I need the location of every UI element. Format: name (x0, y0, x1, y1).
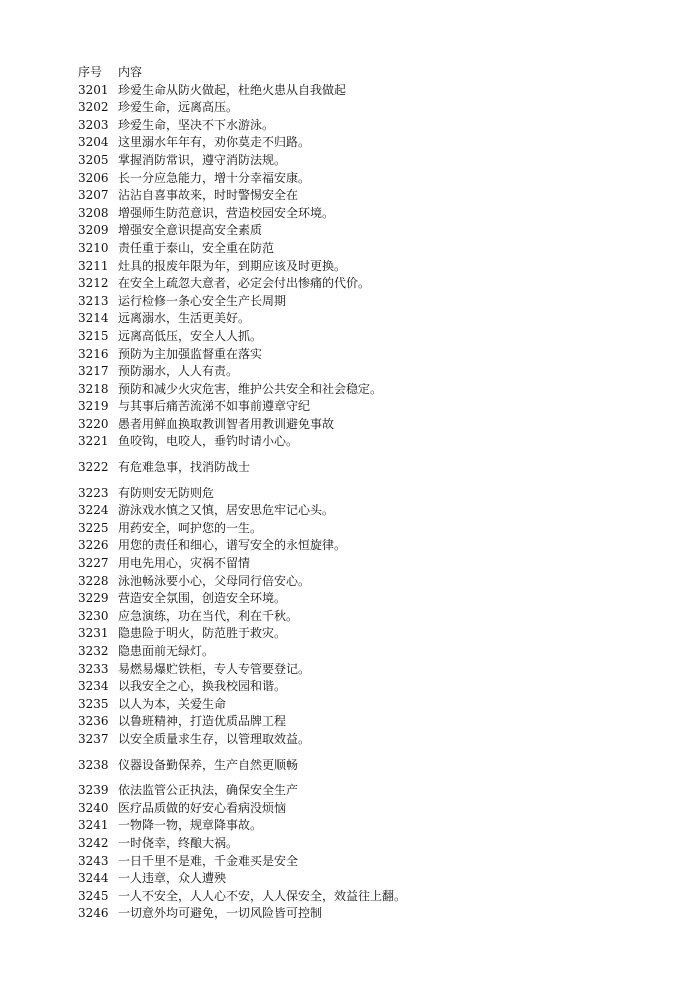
table-row (78, 625, 678, 643)
row-content: 一人违章，众人遭殃 (118, 871, 227, 886)
table-row (78, 713, 678, 731)
table-row (78, 381, 678, 399)
table-row (78, 573, 678, 591)
row-number: 3238 (78, 757, 109, 772)
row-number: 3219 (78, 399, 109, 414)
row-content: 有防则安无防则危 (118, 485, 215, 500)
row-content: 预防为主加强监督重在落实 (118, 346, 263, 361)
table-row (78, 590, 678, 608)
row-content: 沾沾自喜事故来，时时警惕安全在 (118, 188, 299, 203)
row-content: 责任重于泰山，安全重在防范 (118, 240, 275, 255)
row-content: 预防和减少火灾危害，维护公共安全和社会稳定。 (118, 381, 383, 396)
table-row (78, 555, 678, 573)
table-row (78, 258, 678, 276)
row-content: 隐患面前无绿灯。 (118, 644, 215, 658)
row-content: 用您的责任和细心，谱写安全的永恒旋律。 (118, 538, 347, 553)
row-content: 用电先用心，灾祸不留情 (118, 556, 251, 571)
row-number: 3208 (78, 205, 109, 220)
table-row (78, 187, 678, 205)
row-number: 3239 (78, 783, 109, 798)
row-number: 3228 (78, 573, 109, 588)
row-content: 长一分应急能力，增十分幸福安康。 (118, 170, 311, 185)
table-row (78, 608, 678, 626)
table-row (78, 485, 678, 503)
column-header-content: 内容 (118, 65, 143, 79)
row-content: 以我安全之心，换我校园和谐。 (118, 679, 287, 694)
table-header (78, 64, 678, 82)
row-content: 运行检修一条心安全生产长周期 (118, 293, 287, 308)
row-number: 3216 (78, 346, 109, 361)
row-number: 3205 (78, 152, 109, 167)
row-number: 3243 (78, 853, 109, 868)
table-row (78, 310, 678, 328)
row-number: 3246 (78, 906, 109, 921)
row-content: 愚者用鲜血换取教训智者用教训避免事故 (118, 416, 335, 431)
table-body (78, 82, 678, 923)
row-content: 增强师生防范意识，营造校园安全环境。 (118, 205, 335, 220)
table-row (78, 853, 678, 871)
table-row (78, 502, 678, 520)
row-number: 3222 (78, 460, 109, 475)
row-number: 3244 (78, 871, 109, 886)
row-content: 一时侥幸，终酿大祸。 (118, 835, 239, 850)
row-content: 珍爱生命，远离高压。 (118, 100, 239, 115)
table-row (78, 222, 678, 240)
row-content: 与其事后痛苦流涕不如事前遵章守纪 (118, 399, 311, 414)
row-number: 3232 (78, 644, 109, 658)
row-number: 3218 (78, 381, 109, 396)
row-content: 一日千里不是难，千金难买是安全 (118, 853, 299, 868)
row-number: 3240 (78, 800, 109, 815)
table-row (78, 328, 678, 346)
row-content: 营造安全氛围，创造安全环境。 (118, 591, 287, 606)
table-row (78, 905, 678, 923)
table-row (78, 835, 678, 853)
row-content: 预防溺水，人人有责。 (118, 364, 239, 379)
table-row (78, 152, 678, 170)
row-number: 3242 (78, 835, 109, 850)
table-row (78, 459, 678, 477)
table-row (78, 416, 678, 434)
row-number: 3241 (78, 818, 109, 833)
row-content: 游泳戏水慎之又慎，居安思危牢记心头。 (118, 503, 335, 518)
row-content: 仪器设备勤保养，生产自然更顺畅 (118, 757, 299, 772)
table-row (78, 117, 678, 135)
row-number: 3224 (78, 503, 109, 518)
row-content: 珍爱生命，坚决不下水游泳。 (118, 117, 275, 132)
row-content: 一人不安全，人人心不安，人人保安全，效益往上翻。 (118, 888, 407, 903)
row-number: 3202 (78, 100, 109, 115)
row-content: 泳池畅泳要小心，父母同行倍安心。 (118, 573, 311, 588)
row-content: 隐患险于明火，防范胜于救灾。 (118, 626, 287, 641)
row-content: 一物降一物，规章降事故。 (118, 818, 263, 833)
row-number: 3245 (78, 888, 109, 903)
table-row (78, 398, 678, 416)
row-number: 3204 (78, 135, 109, 150)
table-row (78, 346, 678, 364)
row-content: 在安全上疏忽大意者，必定会付出惨痛的代价。 (118, 276, 371, 291)
row-content: 以人为本，关爱生命 (118, 696, 227, 711)
row-number: 3220 (78, 416, 109, 431)
row-number: 3209 (78, 223, 109, 238)
row-number: 3223 (78, 485, 109, 500)
row-number: 3235 (78, 696, 109, 711)
table-row (78, 800, 678, 818)
table-row (78, 99, 678, 117)
row-number: 3203 (78, 117, 109, 132)
row-content: 这里溺水年年有，劝你莫走不归路。 (118, 135, 311, 150)
table-row (78, 782, 678, 800)
row-content: 以鲁班精神，打造优质品牌工程 (118, 714, 287, 729)
row-number: 3207 (78, 188, 109, 203)
table-row (78, 433, 678, 451)
row-content: 应急演练，功在当代，利在千秋。 (118, 608, 299, 623)
row-number: 3214 (78, 311, 109, 326)
row-number: 3206 (78, 170, 109, 185)
row-number: 3234 (78, 679, 109, 694)
row-number: 3231 (78, 626, 109, 641)
row-content: 灶具的报废年限为年，到期应该及时更换。 (118, 258, 347, 273)
row-number: 3233 (78, 661, 109, 676)
table-row (78, 240, 678, 258)
table-row (78, 293, 678, 311)
table-row (78, 537, 678, 555)
row-content: 依法监管公正执法，确保安全生产 (118, 783, 299, 798)
row-content: 增强安全意识提高安全素质 (118, 223, 263, 238)
row-number: 3236 (78, 714, 109, 729)
row-number: 3212 (78, 276, 109, 291)
table-row (78, 817, 678, 835)
row-content: 远离溺水，生活更美好。 (118, 311, 251, 326)
row-number: 3213 (78, 293, 109, 308)
table-row (78, 134, 678, 152)
row-number: 3211 (78, 258, 109, 273)
row-content: 掌握消防常识，遵守消防法规。 (118, 152, 287, 167)
row-content: 医疗品质做的好安心看病没烦恼 (118, 800, 287, 815)
table-row (78, 696, 678, 714)
row-content: 一切意外均可避免，一切风险皆可控制 (118, 906, 323, 921)
row-number: 3237 (78, 731, 109, 746)
row-number: 3201 (78, 82, 109, 97)
row-number: 3210 (78, 240, 109, 255)
row-number: 3215 (78, 328, 109, 343)
row-content: 珍爱生命从防火做起，杜绝火患从自我做起 (118, 82, 347, 97)
row-content: 以安全质量求生存，以管理取效益。 (118, 731, 311, 746)
table-row (78, 170, 678, 188)
row-number: 3225 (78, 520, 109, 535)
row-content: 远离高低压，安全人人抓。 (118, 328, 263, 343)
row-content: 鱼咬钩，电咬人，垂钓时请小心。 (118, 434, 299, 449)
row-number: 3226 (78, 538, 109, 553)
row-number: 3229 (78, 591, 109, 606)
table-row (78, 205, 678, 223)
row-number: 3230 (78, 608, 109, 623)
row-content: 有危难急事，找消防战士 (118, 460, 251, 475)
table-row (78, 661, 678, 679)
column-header-number: 序号 (78, 65, 103, 79)
row-number: 3221 (78, 434, 109, 449)
table-row (78, 678, 678, 696)
table-row (78, 643, 678, 661)
table-row (78, 363, 678, 381)
table-row (78, 888, 678, 906)
row-number: 3217 (78, 364, 109, 379)
table-row (78, 757, 678, 775)
document-page (78, 64, 678, 923)
table-row (78, 520, 678, 538)
row-number: 3227 (78, 556, 109, 571)
table-row (78, 275, 678, 293)
row-content: 易燃易爆贮铁柜，专人专管要登记。 (118, 661, 311, 676)
table-row (78, 82, 678, 100)
table-row (78, 731, 678, 749)
row-content: 用药安全，呵护您的一生。 (118, 520, 263, 535)
table-row (78, 870, 678, 888)
